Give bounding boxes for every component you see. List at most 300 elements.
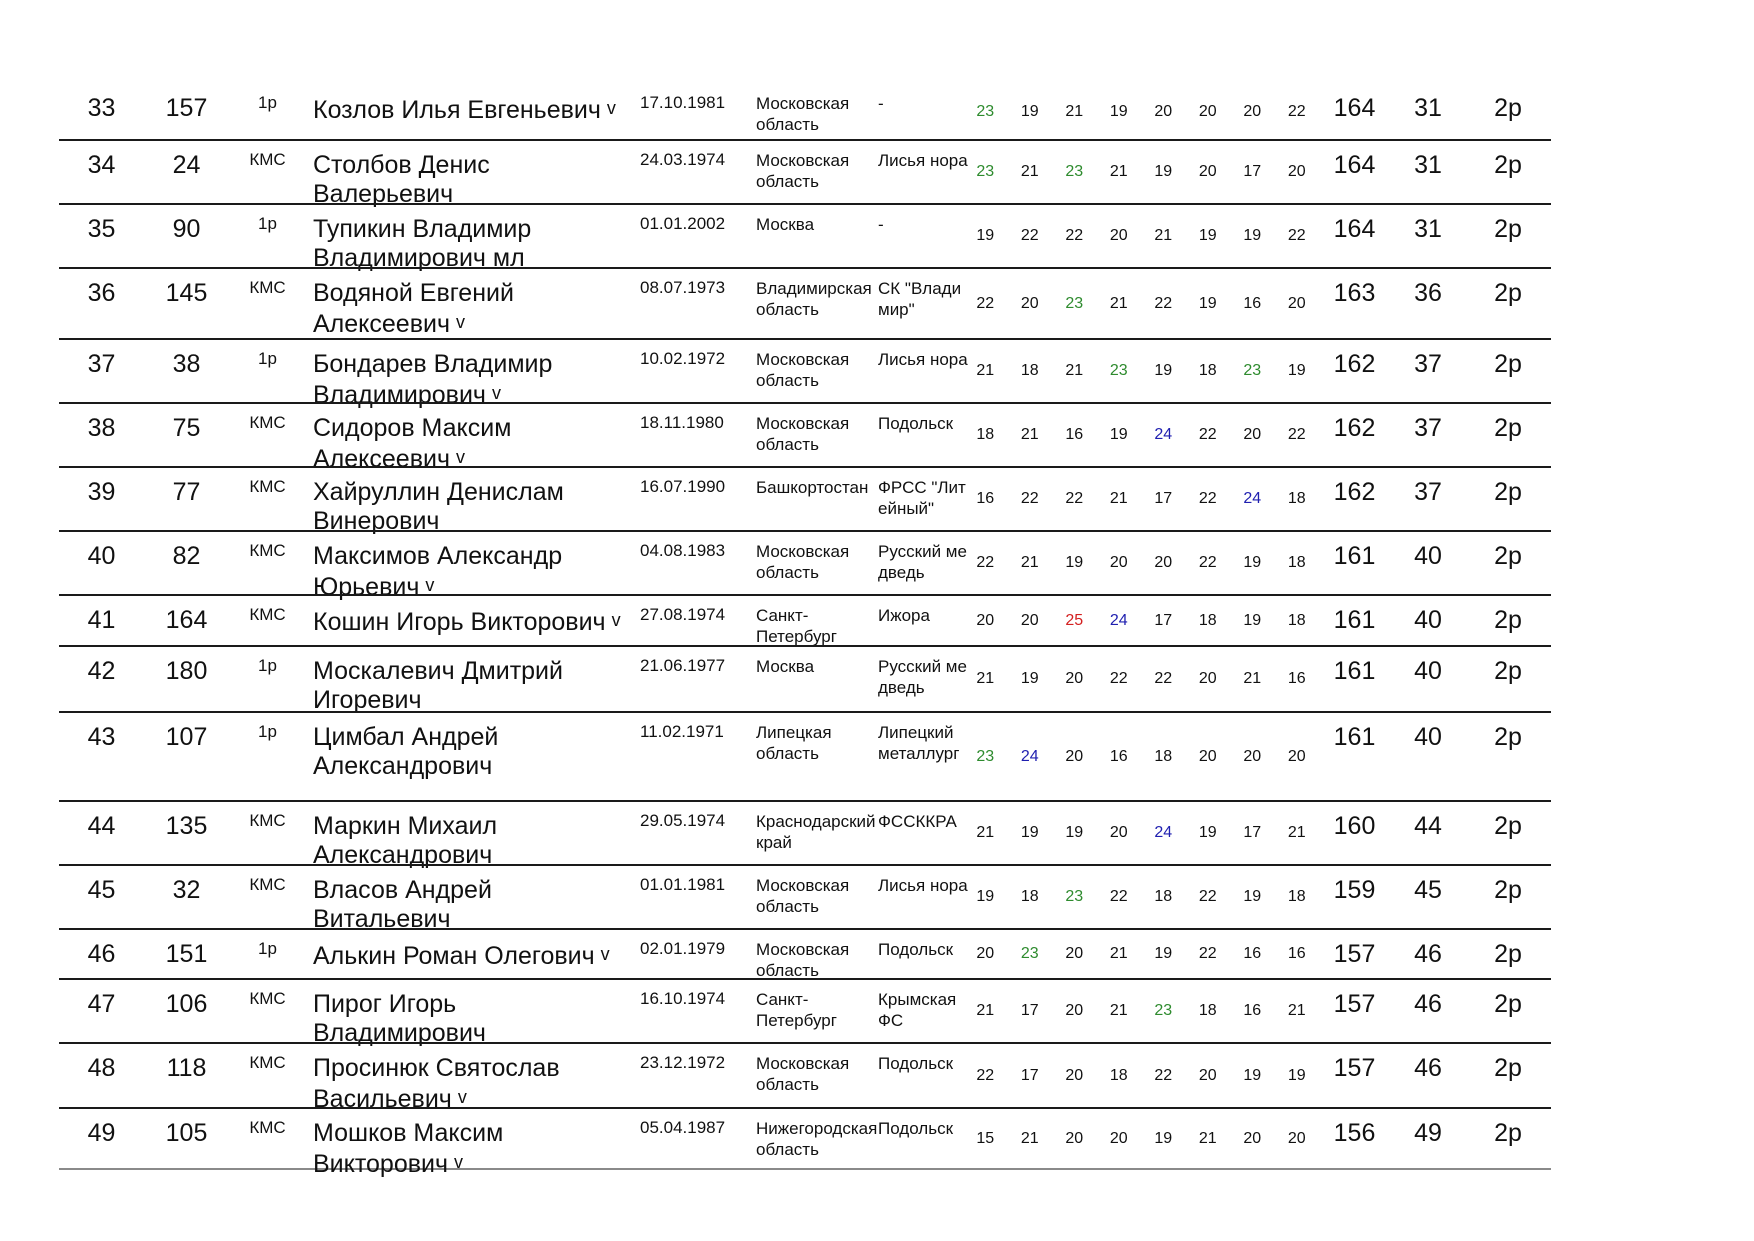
series-score: 23 [1020,945,1039,962]
athlete-name: Сидоров Максим Алексеевич [313,414,512,473]
overall-place-cell: 45 [1414,876,1442,904]
club-cell: Подольск [878,414,954,433]
series-score: 20 [1109,227,1128,244]
series-scores [963,340,1319,402]
athlete-name-cell [313,340,633,409]
region-cell: Санкт-Петербург [756,606,837,646]
place-cell: 40 [87,542,116,570]
results-table [59,84,1551,1178]
place-cell: 43 [87,723,116,751]
series-score: 18 [1154,888,1173,905]
club-cell: Лисья нора [878,151,968,170]
qualification-cell: 2р [1494,542,1522,570]
place-cell: 41 [87,606,116,634]
series-score: 21 [1109,163,1128,180]
overall-place-cell: 40 [1414,606,1442,634]
bib-number-cell: 107 [165,723,208,751]
series-score: 23 [976,102,995,120]
series-scores [963,404,1319,466]
club-cell: - [878,215,884,234]
overall-place-cell: 36 [1414,279,1442,307]
region-cell: Московская область [756,876,850,916]
table-row [59,645,1551,714]
series-score: 19 [1020,102,1039,120]
sport-rank-cell: КМС [249,1118,286,1137]
qualification-cell: 2р [1494,215,1522,243]
birth-date-cell: 16.07.1990 [640,477,726,496]
series-score: 18 [1287,554,1306,571]
total-cell: 159 [1333,876,1376,904]
series-score: 23 [976,163,995,180]
athlete-name-cell [313,1109,633,1178]
club-cell: Подольск [878,1119,954,1138]
series-scores [963,532,1319,594]
series-score: 20 [1065,1066,1084,1084]
total-cell: 161 [1333,657,1376,685]
series-scores [963,1109,1319,1168]
series-scores [963,468,1319,530]
athlete-name-cell [313,802,633,869]
table-row [59,139,1551,208]
series-score: 17 [1154,490,1173,507]
series-score: 20 [1109,824,1128,841]
total-cell: 161 [1333,542,1376,570]
qualification-cell: 2р [1494,657,1522,685]
total-cell: 156 [1333,1119,1376,1147]
athlete-name: Столбов Денис Валерьевич [313,151,490,208]
birth-date-cell: 04.08.1983 [640,541,726,560]
club-cell: Подольск [878,1054,954,1073]
series-score: 23 [1065,294,1084,312]
table-row [59,928,1551,978]
series-score: 19 [1243,554,1262,571]
series-score: 20 [1287,1129,1306,1147]
series-score: 15 [976,1129,995,1147]
series-score: 21 [976,362,995,379]
qualification-cell: 2р [1494,876,1522,904]
athlete-name: Мошков Максим Викторович [313,1119,504,1178]
series-scores [963,1044,1319,1107]
qualification-cell: 2р [1494,151,1522,179]
overall-place-cell: 40 [1414,542,1442,570]
series-score: 16 [1287,945,1306,962]
athlete-name-cell [313,205,633,272]
series-score: 19 [1198,294,1217,312]
qualification-cell: 2р [1494,990,1522,1018]
series-score: 20 [1198,670,1217,687]
series-scores [963,596,1319,645]
bib-number-cell: 38 [172,350,201,378]
bib-number-cell: 77 [172,478,201,506]
series-score: 22 [1287,227,1306,244]
series-score: 16 [976,490,995,507]
sport-rank-cell: КМС [249,150,286,169]
series-score: 20 [1287,294,1306,312]
birth-date-cell: 10.02.1972 [640,349,726,368]
series-scores [963,84,1319,139]
athlete-name: Водяной Евгений Алексеевич [313,279,514,338]
sport-rank-cell: 1р [258,93,277,112]
overall-place-cell: 37 [1414,350,1442,378]
series-score: 24 [1154,426,1173,443]
club-cell: Подольск [878,940,954,959]
athlete-name: Пирог Игорь Владимирович [313,990,486,1047]
club-cell: Лисья нора [878,350,968,369]
series-score: 17 [1154,611,1173,629]
athlete-name-cell [313,468,633,535]
series-score: 21 [1020,426,1039,443]
sport-rank-cell: 1р [258,349,277,368]
total-cell: 164 [1333,151,1376,179]
club-cell: - [878,94,884,113]
series-score: 18 [1287,888,1306,905]
series-score: 19 [1154,1129,1173,1147]
series-score: 20 [1065,1002,1084,1019]
series-score: 16 [1287,670,1306,687]
region-cell: Московская область [756,151,850,191]
series-scores [963,802,1319,864]
series-scores [963,269,1319,338]
overall-place-cell: 37 [1414,414,1442,442]
series-score: 19 [1154,163,1173,180]
bib-number-cell: 32 [172,876,201,904]
sport-rank-cell: КМС [249,541,286,560]
club-cell: Русский медведь [878,657,967,697]
place-cell: 44 [87,812,116,840]
series-score: 17 [1020,1002,1039,1019]
sport-rank-cell: КМС [249,811,286,830]
table-row [59,1107,1551,1178]
series-scores [963,866,1319,928]
series-score: 22 [976,294,995,312]
series-score: 20 [1287,163,1306,180]
athlete-name-cell [313,1044,633,1113]
qualification-cell: 2р [1494,940,1522,968]
place-cell: 47 [87,990,116,1018]
series-score: 19 [1243,227,1262,244]
place-cell: 42 [87,657,116,685]
series-score: 21 [1020,163,1039,180]
veteran-mark: v [455,312,465,332]
series-score: 20 [976,945,995,962]
athlete-name: Маркин Михаил Александрович [313,812,498,869]
series-scores [963,205,1319,267]
club-cell: ФРСС "Литейный" [878,478,966,518]
table-row [59,402,1551,473]
place-cell: 37 [87,350,116,378]
overall-place-cell: 37 [1414,478,1442,506]
total-cell: 157 [1333,990,1376,1018]
qualification-cell: 2р [1494,723,1522,751]
region-cell: Липецкая область [756,723,832,763]
series-score: 21 [1065,362,1084,379]
birth-date-cell: 01.01.1981 [640,875,726,894]
series-score: 19 [1065,824,1084,841]
place-cell: 35 [87,215,116,243]
athlete-name-cell [313,404,633,473]
bib-number-cell: 105 [165,1119,208,1147]
place-cell: 45 [87,876,116,904]
series-score: 16 [1243,1002,1262,1019]
sport-rank-cell: КМС [249,875,286,894]
series-score: 20 [1020,611,1039,629]
place-cell: 46 [87,940,116,968]
total-cell: 161 [1333,606,1376,634]
series-score: 20 [1287,747,1306,765]
birth-date-cell: 27.08.1974 [640,605,726,624]
table-row [59,594,1551,645]
region-cell: Московская область [756,940,850,980]
series-score: 20 [1020,294,1039,312]
series-score: 21 [1109,490,1128,507]
table-row [59,84,1551,139]
club-cell: СК "Владимир" [878,279,962,319]
overall-place-cell: 46 [1414,1054,1442,1082]
table-row [59,978,1551,1047]
region-cell: Санкт-Петербург [756,990,837,1030]
series-score: 16 [1109,747,1128,765]
birth-date-cell: 21.06.1977 [640,656,726,675]
series-scores [963,713,1319,800]
veteran-mark: v [454,1152,464,1172]
series-score: 22 [1287,426,1306,443]
overall-place-cell: 46 [1414,940,1442,968]
series-score: 23 [1065,163,1084,180]
series-scores [963,930,1319,978]
series-score: 22 [976,1066,995,1084]
total-cell: 157 [1333,1054,1376,1082]
series-score: 20 [1109,554,1128,571]
series-score: 22 [1109,670,1128,687]
total-cell: 163 [1333,279,1376,307]
series-score: 20 [1065,747,1084,765]
series-score: 19 [1109,426,1128,443]
series-score: 21 [1065,102,1084,120]
total-cell: 164 [1333,94,1376,122]
region-cell: Москва [756,657,815,676]
series-score: 21 [1243,670,1262,687]
place-cell: 39 [87,478,116,506]
place-cell: 33 [87,94,116,122]
total-cell: 162 [1333,350,1376,378]
club-cell: ФССККРА [878,812,957,831]
veteran-mark: v [600,944,610,964]
table-row [59,338,1551,409]
series-score: 19 [1198,824,1217,841]
series-score: 22 [1020,227,1039,244]
series-score: 20 [1243,102,1262,120]
series-score: 20 [976,611,995,629]
series-score: 17 [1243,163,1262,180]
birth-date-cell: 18.11.1980 [640,413,724,432]
series-score: 22 [1065,227,1084,244]
series-score: 18 [1287,611,1306,629]
place-cell: 48 [87,1054,116,1082]
series-score: 21 [1109,294,1128,312]
series-score: 21 [1154,227,1173,244]
series-score: 23 [1154,1002,1173,1019]
series-score: 19 [1198,227,1217,244]
series-score: 19 [1243,1066,1262,1084]
series-score: 25 [1065,611,1084,629]
place-cell: 49 [87,1119,116,1147]
series-score: 24 [1109,611,1128,629]
series-scores [963,141,1319,203]
total-cell: 157 [1333,940,1376,968]
bib-number-cell: 82 [172,542,201,570]
table-row [59,1042,1551,1113]
series-score: 20 [1243,747,1262,765]
athlete-name: Алькин Роман Олегович [313,942,595,970]
series-score: 19 [1109,102,1128,120]
series-score: 19 [1020,824,1039,841]
athlete-name: Москалевич Дмитрий Игоревич [313,657,563,714]
overall-place-cell: 31 [1414,94,1442,122]
athlete-name-cell [313,141,633,208]
series-score: 22 [1020,490,1039,507]
series-score: 19 [1287,362,1306,379]
veteran-mark: v [611,610,621,630]
table-row [59,466,1551,535]
series-score: 21 [1020,554,1039,571]
athlete-name-cell [313,532,633,601]
series-score: 20 [1243,1129,1262,1147]
sport-rank-cell: КМС [249,989,286,1008]
veteran-mark: v [491,383,501,403]
table-row [59,267,1551,338]
place-cell: 34 [87,151,116,179]
total-cell: 161 [1333,723,1376,751]
sport-rank-cell: КМС [249,477,286,496]
total-cell: 162 [1333,414,1376,442]
athlete-name-cell [313,596,633,645]
series-score: 22 [1198,888,1217,905]
bib-number-cell: 75 [172,414,201,442]
sport-rank-cell: 1р [258,722,277,741]
region-cell: Московская область [756,1054,850,1094]
series-score: 18 [976,426,995,443]
athlete-name-cell [313,866,633,933]
series-score: 20 [1154,554,1173,571]
region-cell: Краснодарский край [756,812,876,852]
sport-rank-cell: КМС [249,413,286,432]
birth-date-cell: 16.10.1974 [640,989,726,1008]
series-score: 19 [976,227,995,244]
athlete-name: Кошин Игорь Викторович [313,608,606,636]
place-cell: 38 [87,414,116,442]
series-score: 23 [1109,362,1128,379]
series-score: 22 [1198,490,1217,507]
qualification-cell: 2р [1494,812,1522,840]
series-score: 22 [1198,554,1217,571]
club-cell: Лисья нора [878,876,968,895]
qualification-cell: 2р [1494,94,1522,122]
region-cell: Владимирская область [756,279,872,319]
overall-place-cell: 31 [1414,215,1442,243]
qualification-cell: 2р [1494,414,1522,442]
series-score: 20 [1065,945,1084,962]
series-score: 23 [976,747,995,765]
series-score: 24 [1154,824,1173,841]
birth-date-cell: 11.02.1971 [640,722,724,741]
series-score: 19 [1065,554,1084,571]
table-row [59,530,1551,601]
region-cell: Московская область [756,542,850,582]
athlete-name: Хайруллин Денислам Винерович [313,478,564,535]
region-cell: Москва [756,215,815,234]
overall-place-cell: 40 [1414,657,1442,685]
athlete-name: Власов Андрей Витальевич [313,876,492,933]
series-score: 22 [1154,294,1173,312]
overall-place-cell: 44 [1414,812,1442,840]
series-score: 19 [1020,670,1039,687]
total-cell: 164 [1333,215,1376,243]
series-score: 22 [1065,490,1084,507]
series-score: 22 [1154,1066,1173,1084]
table-row [59,203,1551,272]
series-score: 21 [1287,1002,1306,1019]
qualification-cell: 2р [1494,1054,1522,1082]
veteran-mark: v [606,98,616,118]
series-score: 21 [1109,1002,1128,1019]
series-score: 22 [1154,670,1173,687]
sport-rank-cell: КМС [249,605,286,624]
series-score: 20 [1065,1129,1084,1147]
athlete-name-cell [313,930,633,978]
series-score: 24 [1020,747,1039,765]
club-cell: Русский медведь [878,542,967,582]
series-score: 24 [1243,490,1262,507]
total-cell: 162 [1333,478,1376,506]
series-score: 18 [1020,888,1039,905]
series-score: 19 [1154,362,1173,379]
athlete-name: Просинюк Святослав Васильевич [313,1054,560,1113]
athlete-name-cell [313,713,633,800]
series-score: 21 [976,1002,995,1019]
birth-date-cell: 29.05.1974 [640,811,726,830]
series-score: 19 [1243,611,1262,629]
overall-place-cell: 49 [1414,1119,1442,1147]
bib-number-cell: 135 [165,812,208,840]
series-score: 19 [976,888,995,905]
series-score: 19 [1154,945,1173,962]
athlete-name: Максимов Александр Юрьевич [313,542,563,601]
series-score: 23 [1065,888,1084,905]
series-score: 18 [1198,611,1217,629]
series-score: 20 [1198,1066,1217,1084]
athlete-name-cell [313,84,633,139]
birth-date-cell: 24.03.1974 [640,150,726,169]
bib-number-cell: 90 [172,215,201,243]
series-score: 17 [1020,1066,1039,1084]
series-score: 18 [1198,1002,1217,1019]
series-score: 18 [1198,362,1217,379]
series-score: 17 [1243,824,1262,841]
series-score: 20 [1198,163,1217,180]
series-score: 21 [976,824,995,841]
sport-rank-cell: 1р [258,939,277,958]
bib-number-cell: 151 [165,940,208,968]
birth-date-cell: 08.07.1973 [640,278,726,297]
table-row [59,800,1551,869]
series-score: 21 [976,670,995,687]
series-score: 21 [1287,824,1306,841]
athlete-name: Козлов Илья Евгеньевич [313,96,601,124]
sport-rank-cell: КМС [249,278,286,297]
qualification-cell: 2р [1494,478,1522,506]
birth-date-cell: 05.04.1987 [640,1118,726,1137]
qualification-cell: 2р [1494,350,1522,378]
